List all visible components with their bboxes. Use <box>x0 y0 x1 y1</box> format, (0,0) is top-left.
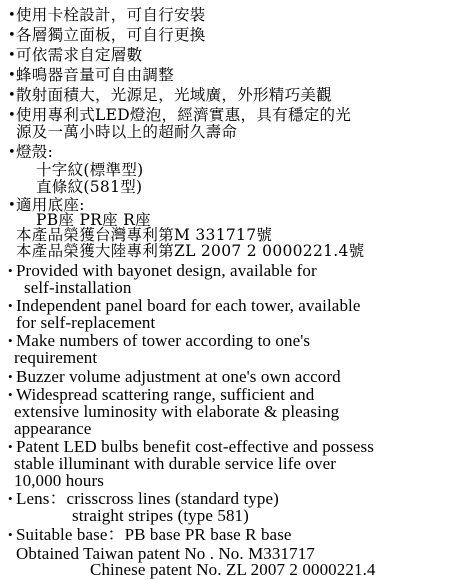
bullet-icon: • <box>8 333 13 348</box>
bullet-icon: • <box>8 298 13 313</box>
bullet-icon: • <box>8 527 13 542</box>
en-feature-2-cont: for self-replacement <box>16 313 156 332</box>
bullet-icon: • <box>8 369 13 384</box>
zh-feature-3: •可依需求自定層數 <box>8 46 143 64</box>
en-lens-line-2: straight stripes (type 581) <box>72 506 249 525</box>
bullet-icon: • <box>8 263 13 278</box>
zh-patent-tw: 本產品榮獲台灣專利第M 331717號 <box>16 226 273 244</box>
en-feature-2: • Independent panel board for each tower, available <box>8 296 361 315</box>
bullet-icon: • <box>8 88 16 103</box>
zh-feature-5: •散射面積大，光源足，光域廣，外形精巧美觀 <box>8 86 333 104</box>
zh-feature-1: •使用卡栓設計，可自行安裝 <box>8 6 206 24</box>
en-feature-5-cont: extensive luminosity with elaborate & pleasing <box>14 402 340 421</box>
en-feature-3: • Make numbers of tower according to one's <box>8 331 311 350</box>
en-feature-6: • Patent LED bulbs benefit cost-effective and possess <box>8 437 374 456</box>
en-feature-5: • Widespread scattering range, sufficient and <box>8 385 315 404</box>
en-feature-1: • Provided with bayonet design, available for <box>8 261 317 280</box>
en-lens-line: • Lens：crisscross lines (standard type) <box>8 489 279 508</box>
en-feature-5-cont-2: appearance <box>14 419 92 438</box>
zh-base-types: PB座 PR座 R座 <box>36 211 151 229</box>
bullet-icon: • <box>8 145 16 160</box>
bullet-icon: • <box>8 68 16 83</box>
bullet-icon: • <box>8 108 16 123</box>
zh-feature-6: •使用專利式LED燈泡，經濟實惠，具有穩定的光 <box>8 106 352 124</box>
bullet-icon: • <box>8 8 16 23</box>
en-feature-1-cont: self-installation <box>24 278 132 297</box>
zh-base-label: •適用底座: <box>8 196 85 214</box>
bullet-icon: • <box>8 387 13 402</box>
bullet-icon: • <box>8 439 13 454</box>
bullet-icon: • <box>8 491 13 506</box>
en-patent-cn: Chinese patent No. ZL 2007 2 0000221.4 <box>90 560 376 579</box>
en-patent-tw: Obtained Taiwan patent No . No. M331717 <box>16 544 315 563</box>
en-feature-4: • Buzzer volume adjustment at one's own accord <box>8 367 341 386</box>
bullet-icon: • <box>8 48 16 63</box>
en-feature-3-cont: requirement <box>14 348 98 367</box>
zh-lens-label: •燈殼: <box>8 143 54 161</box>
zh-lens-type-2: 直條紋(581型) <box>36 178 143 196</box>
zh-feature-4: •蜂鳴器音量可自由調整 <box>8 66 175 84</box>
zh-patent-cn: 本產品榮獲大陸專利第ZL 2007 2 0000221.4號 <box>16 242 365 260</box>
en-feature-6-cont: stable illuminant with durable service life over <box>14 454 337 473</box>
en-feature-6-cont-2: 10,000 hours <box>14 471 104 490</box>
en-base-line: • Suitable base：PB base PR base R base <box>8 525 292 544</box>
bullet-icon: • <box>8 28 16 43</box>
zh-feature-2: •各層獨立面板，可自行更換 <box>8 26 206 44</box>
zh-feature-6-cont: 源及一萬小時以上的超耐久壽命 <box>16 123 238 141</box>
zh-lens-type-1: 十字紋(標準型) <box>36 161 144 179</box>
bullet-icon: • <box>8 198 16 213</box>
